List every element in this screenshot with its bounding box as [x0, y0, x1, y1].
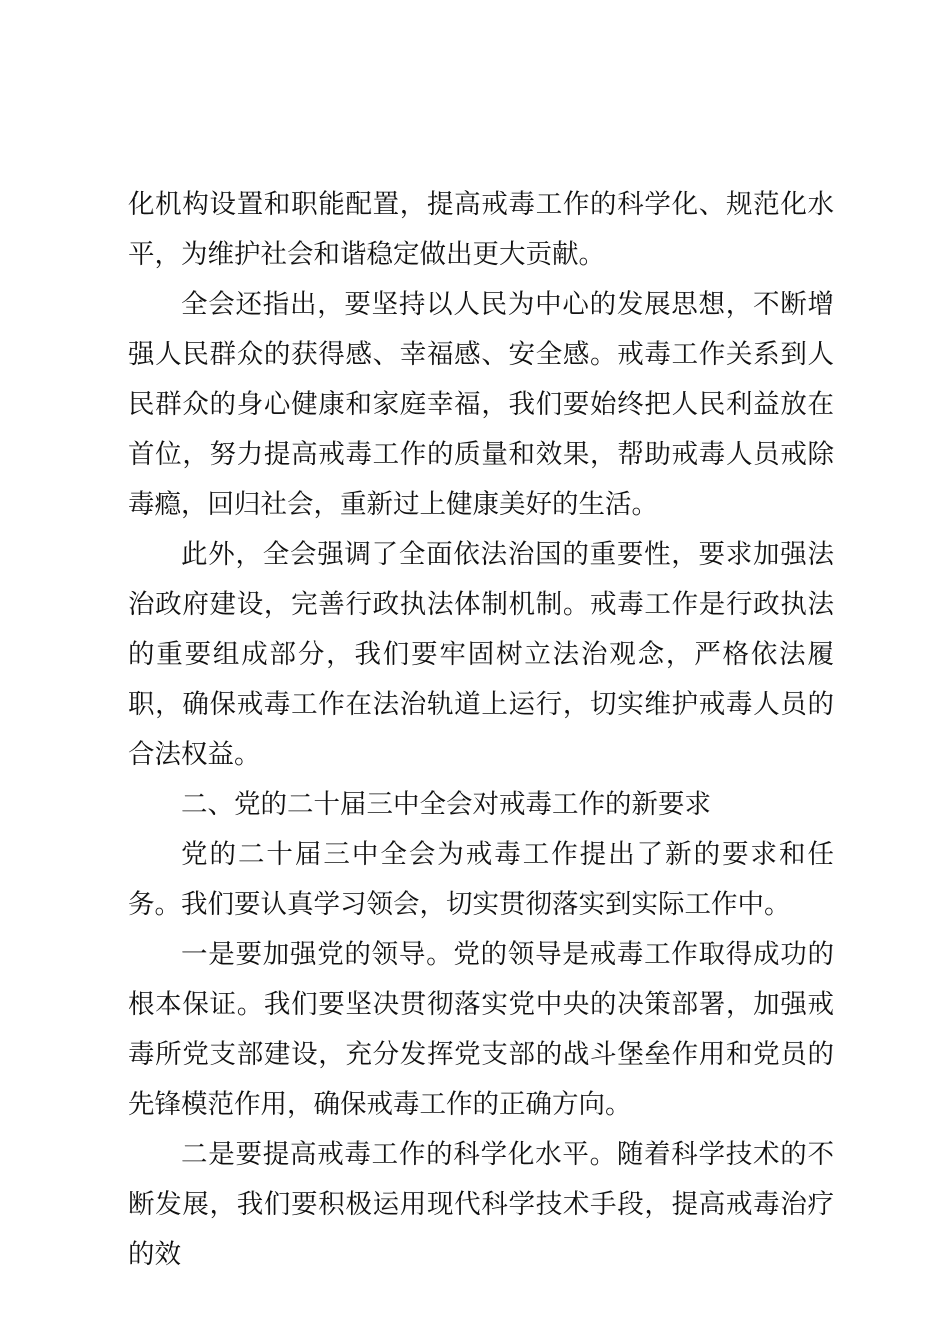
paragraph-rule-of-law: 此外，全会强调了全面依法治国的重要性，要求加强法治政府建设，完善行政执法体制机制。戒毒工作是行政执法的重要组成部分，我们要牢固树立法治观念，严格依法履职，确保戒毒工作在法治轨道上运行，切实维护戒毒人员的合法权益。: [128, 539, 834, 770]
paragraph-people-centered: 全会还指出，要坚持以人民为中心的发展思想，不断增强人民群众的获得感、幸福感、安全感。戒毒工作关系到人民群众的身心健康和家庭幸福，我们要始终把人民利益放在首位，努力提高戒毒工作的质量和效果，帮助戒毒人员戒除毒瘾，回归社会，重新过上健康美好的生活。: [128, 289, 834, 520]
paragraph-scientific-level: 二是要提高戒毒工作的科学化水平。随着科学技术的不断发展，我们要积极运用现代科学技术手段，提高戒毒治疗的效: [128, 1139, 834, 1270]
document-body: [128, 180, 834, 1280]
section-heading: 二、党的二十届三中全会对戒毒工作的新要求: [181, 789, 711, 820]
paragraph-new-requirements: 党的二十届三中全会为戒毒工作提出了新的要求和任务。我们要认真学习领会，切实贯彻落实到实际工作中。: [128, 839, 834, 920]
paragraph-party-leadership: 一是要加强党的领导。党的领导是戒毒工作取得成功的根本保证。我们要坚决贯彻落实党中央的决策部署，加强戒毒所党支部建设，充分发挥党支部的战斗堡垒作用和党员的先锋模范作用，确保戒毒工作的正确方向。: [128, 939, 834, 1120]
paragraph-continuation: 化机构设置和职能配置，提高戒毒工作的科学化、规范化水平，为维护社会和谐稳定做出更大贡献。: [128, 189, 834, 270]
